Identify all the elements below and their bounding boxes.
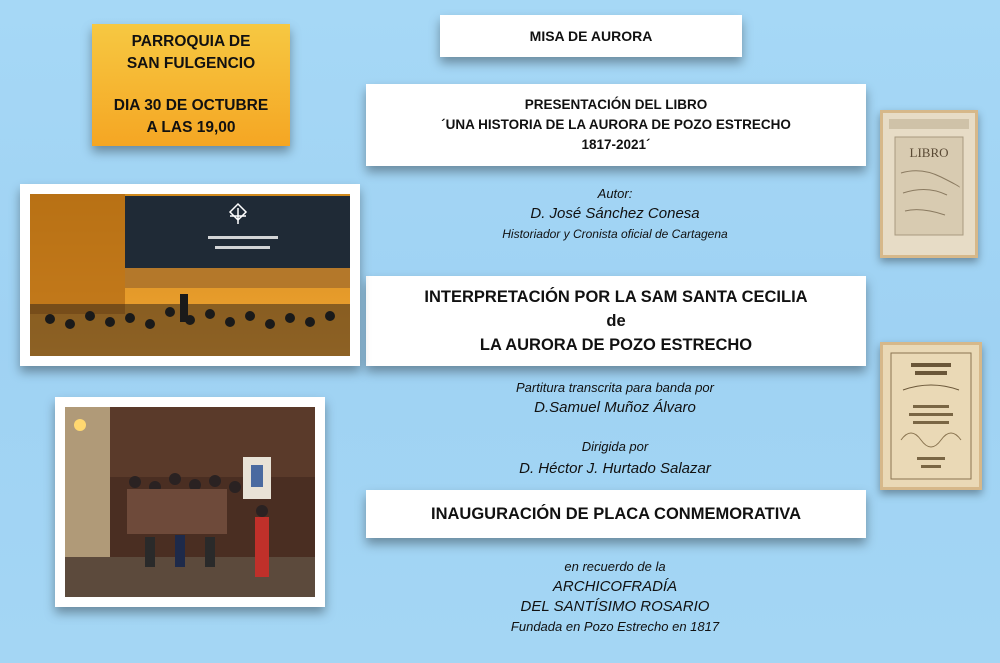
book-cover-title: LIBRO	[909, 145, 949, 160]
memory-line-1: en recuerdo de la	[564, 559, 666, 574]
time-line: A LAS 19,00	[146, 119, 236, 136]
author-name: D. José Sánchez Conesa	[530, 205, 700, 222]
event-title-card	[440, 15, 742, 57]
memory-block	[440, 557, 790, 637]
book-presentation-line-1: PRESENTACIÓN DEL LIBRO	[524, 97, 708, 112]
author-label: Autor:	[597, 186, 633, 201]
procession-image	[65, 407, 315, 597]
author-role: Historiador y Cronista oficial de Cartagena	[502, 227, 728, 241]
author-block	[440, 184, 790, 244]
score-name: D.Samuel Muñoz Álvaro	[534, 399, 696, 416]
book-presentation-card	[366, 84, 866, 166]
plaque-card	[366, 490, 866, 538]
interpretation-line-3: LA AURORA DE POZO ESTRECHO	[479, 336, 753, 354]
date-line: DIA 30 DE OCTUBRE	[113, 97, 269, 114]
memory-line-3: DEL SANTÍSIMO ROSARIO	[520, 598, 710, 615]
event-title: MISA DE AURORA	[529, 28, 653, 44]
interpretation-line-2: de	[606, 312, 626, 330]
director-name: D. Héctor J. Hurtado Salazar	[519, 460, 711, 477]
interpretation-line-1: INTERPRETACIÓN POR LA SAM SANTA CECILIA	[424, 288, 808, 306]
parish-date-box	[92, 24, 290, 146]
book-presentation-line-2: ´UNA HISTORIA DE LA AURORA DE POZO ESTRECHO	[441, 117, 791, 132]
director-label: Dirigida por	[581, 439, 649, 454]
memory-line-2: ARCHICOFRADÍA	[552, 578, 678, 595]
plaque-title: INAUGURACIÓN DE PLACA CONMEMORATIVA	[430, 504, 802, 523]
book-cover-image	[880, 110, 978, 258]
procession-photo	[55, 397, 325, 607]
book-cover-art	[883, 113, 975, 255]
score-cover-art	[883, 345, 979, 487]
parish-line-2: SAN FULGENCIO	[126, 55, 256, 72]
concert-hall-image	[30, 194, 350, 356]
score-label: Partitura transcrita para banda por	[516, 380, 714, 395]
director-block	[440, 436, 790, 480]
memory-line-4: Fundada en Pozo Estrecho en 1817	[510, 619, 720, 634]
concert-photo	[20, 184, 360, 366]
parish-line-1: PARROQUIA DE	[131, 33, 251, 50]
score-block	[440, 378, 790, 418]
book-presentation-line-3: 1817-2021´	[581, 137, 651, 152]
interpretation-card	[366, 276, 866, 366]
score-cover-image	[880, 342, 982, 490]
